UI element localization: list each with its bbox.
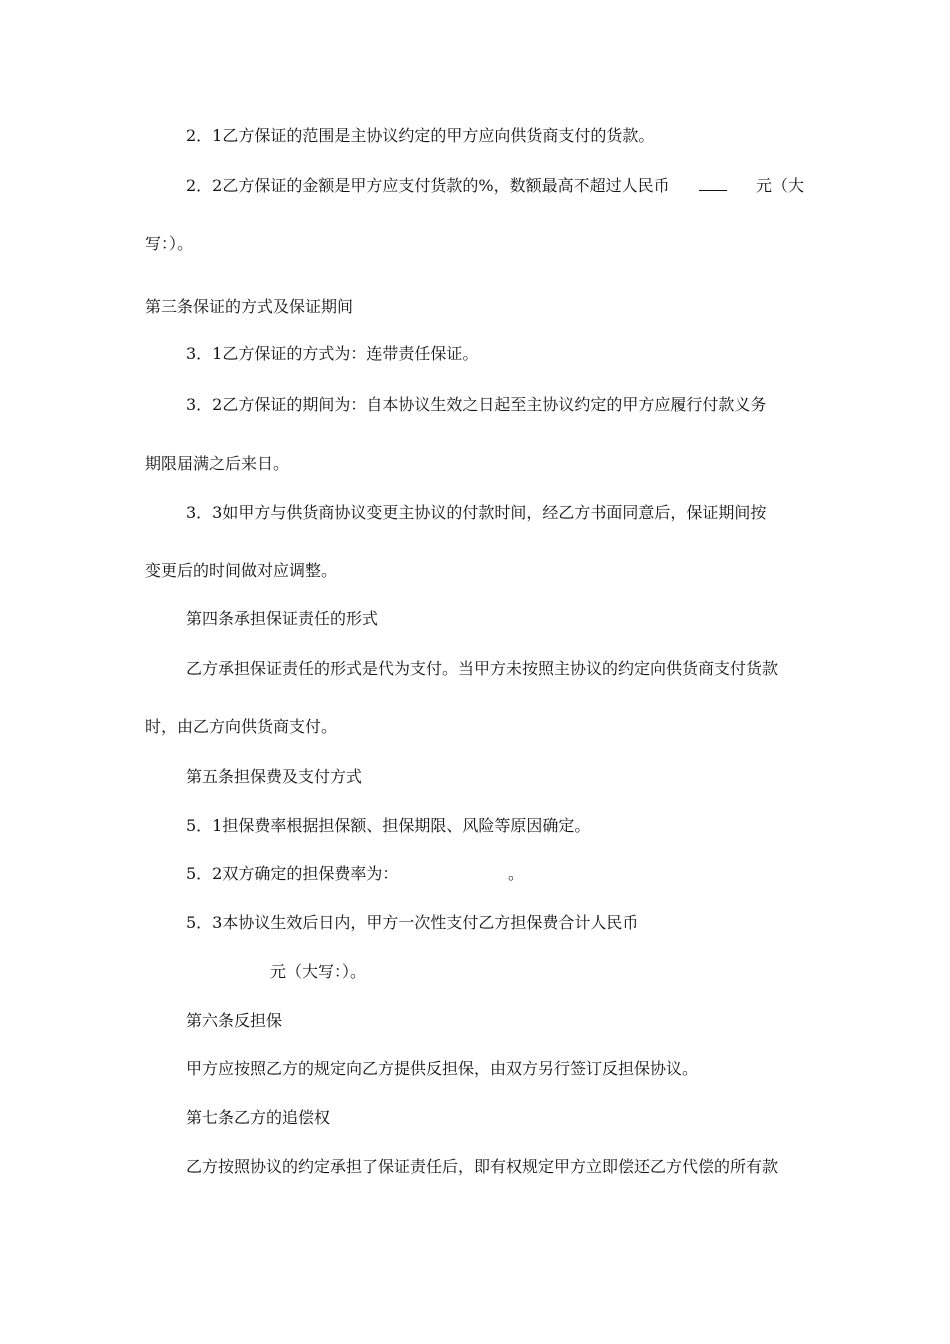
clause-5-3-line-1: 5．3本协议生效后日内，甲方一次性支付乙方担保费合计人民币 — [186, 913, 639, 932]
clause-5-2-end: 。 — [508, 864, 525, 883]
clause-3-1: 3．1乙方保证的方式为：连带责任保证。 — [186, 344, 479, 363]
article-7-heading: 第七条乙方的追偿权 — [186, 1108, 331, 1127]
clause-3-2-line-2: 期限届满之后来日。 — [145, 454, 290, 473]
article-7-body-line-1: 乙方按照协议的约定承担了保证责任后，即有权规定甲方立即偿还乙方代偿的所有款 — [186, 1157, 779, 1176]
article-5-heading: 第五条担保费及支付方式 — [186, 767, 363, 786]
clause-5-3-line-2: 元（大写：）。 — [270, 962, 367, 981]
clause-2-2-tail: 元（大 — [755, 176, 804, 195]
article-6-heading: 第六条反担保 — [186, 1011, 283, 1030]
amount-blank — [699, 176, 727, 191]
clause-2-2-text: 2．2乙方保证的金额是甲方应支付货款的%，数额最高不超过人民币 — [186, 176, 670, 195]
clause-2-1: 2．1乙方保证的范围是主协议约定的甲方应向供货商支付的货款。 — [186, 126, 655, 145]
clause-3-3-line-2: 变更后的时间做对应调整。 — [145, 561, 338, 580]
article-6-body: 甲方应按照乙方的规定向乙方提供反担保，由双方另行签订反担保协议。 — [186, 1059, 699, 1078]
clause-3-2-line-1: 3．2乙方保证的期间为：自本协议生效之日起至主协议约定的甲方应履行付款义务 — [186, 395, 767, 414]
article-4-body-line-2: 时，由乙方向供货商支付。 — [145, 717, 338, 736]
clause-5-2-text: 5．2双方确定的担保费率为： — [186, 864, 399, 883]
clause-3-3-line-1: 3．3如甲方与供货商协议变更主协议的付款时间，经乙方书面同意后，保证期间按 — [186, 503, 767, 522]
article-3-heading: 第三条保证的方式及保证期间 — [145, 297, 354, 316]
clause-2-2-line-2: 写：）。 — [145, 234, 194, 253]
clause-5-1: 5．1担保费率根据担保额、担保期限、风险等原因确定。 — [186, 816, 591, 835]
article-4-heading: 第四条承担保证责任的形式 — [186, 609, 379, 628]
article-4-body-line-1: 乙方承担保证责任的形式是代为支付。当甲方未按照主协议的约定向供货商支付货款 — [186, 659, 779, 678]
clause-2-2-line-1 — [186, 176, 804, 196]
